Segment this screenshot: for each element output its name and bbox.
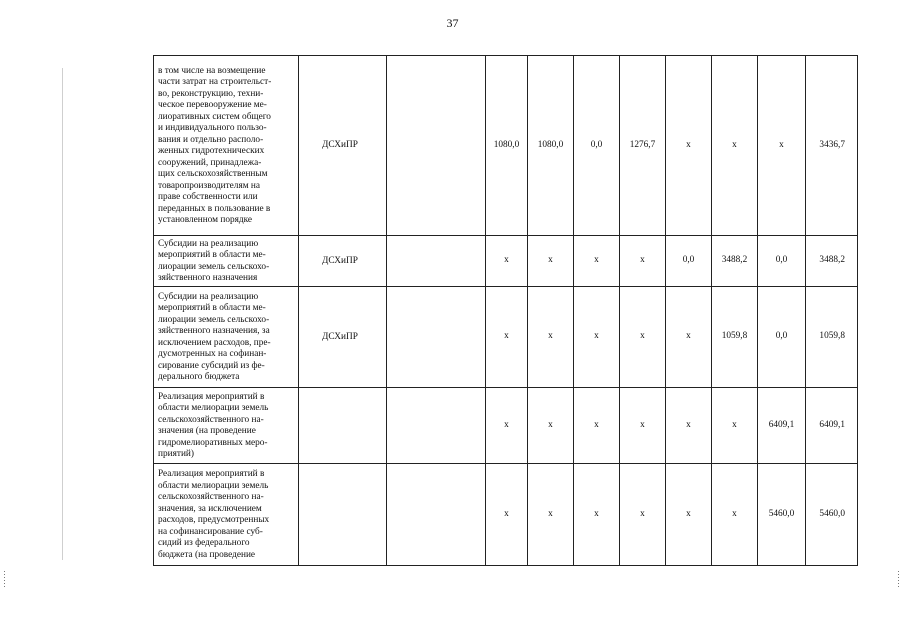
row-total: 5460,0 bbox=[806, 464, 858, 566]
row-value: x bbox=[666, 56, 712, 236]
row-description: Реализация мероприятий в области мелиорации земель сельскохозяйственного на- значения, за исключением расходов, предусмотренных на софинансирование суб- сидий из федерального бюджета (на проведение bbox=[154, 464, 299, 566]
row-code bbox=[387, 236, 486, 287]
row-value: x bbox=[712, 56, 758, 236]
row-value: x bbox=[486, 287, 528, 388]
row-value: x bbox=[486, 236, 528, 287]
table-row bbox=[154, 56, 858, 236]
row-value: x bbox=[528, 388, 574, 464]
row-total: 6409,1 bbox=[806, 388, 858, 464]
row-value: 0,0 bbox=[666, 236, 712, 287]
row-description: в том числе на возмещение части затрат на строительст- во, реконструкцию, техни- ческое перевооружение ме- лиоративных систем общего и индивидуального пользо- вания и отдельно располо- женных гидротехнических сооружений, принадлежа- щих сельскохозяйственным товаропроизводителям на праве собственности или переданных в пользование в установленном порядке bbox=[154, 56, 299, 236]
row-value: 1080,0 bbox=[486, 56, 528, 236]
row-executor: ДСХиПР bbox=[299, 56, 387, 236]
row-value: x bbox=[666, 287, 712, 388]
row-value: 1276,7 bbox=[620, 56, 666, 236]
row-value: 1080,0 bbox=[528, 56, 574, 236]
margin-line bbox=[62, 68, 63, 560]
row-value: x bbox=[620, 287, 666, 388]
row-code bbox=[387, 56, 486, 236]
row-value: x bbox=[528, 464, 574, 566]
table-row bbox=[154, 287, 858, 388]
row-code bbox=[387, 388, 486, 464]
row-executor: ДСХиПР bbox=[299, 236, 387, 287]
row-value: x bbox=[486, 388, 528, 464]
row-value: x bbox=[528, 236, 574, 287]
row-value: 0,0 bbox=[574, 56, 620, 236]
row-value: 0,0 bbox=[758, 287, 806, 388]
row-description: Реализация мероприятий в области мелиорации земель сельскохозяйственного на- значения (на проведение гидромелиоративных меро- приятий) bbox=[154, 388, 299, 464]
row-total: 3488,2 bbox=[806, 236, 858, 287]
row-executor: ДСХиПР bbox=[299, 287, 387, 388]
row-value: x bbox=[712, 388, 758, 464]
row-total: 3436,7 bbox=[806, 56, 858, 236]
row-value: 5460,0 bbox=[758, 464, 806, 566]
row-value: x bbox=[574, 388, 620, 464]
row-value: x bbox=[574, 287, 620, 388]
page-number: 37 bbox=[446, 16, 459, 30]
budget-table bbox=[153, 55, 858, 566]
row-value: x bbox=[712, 464, 758, 566]
row-value: 6409,1 bbox=[758, 388, 806, 464]
row-value: 1059,8 bbox=[712, 287, 758, 388]
row-value: x bbox=[758, 56, 806, 236]
row-executor bbox=[299, 388, 387, 464]
fold-marks-right bbox=[898, 571, 900, 589]
fold-marks-left bbox=[4, 571, 6, 589]
row-description: Субсидии на реализацию мероприятий в области ме- лиорации земель сельскохо- зяйственного назначения, за исключением расходов, пре- дусмотренных на софинан- сирование субсидий из фе- дерального бюджета bbox=[154, 287, 299, 388]
row-total: 1059,8 bbox=[806, 287, 858, 388]
row-executor bbox=[299, 464, 387, 566]
row-value: x bbox=[528, 287, 574, 388]
table-row bbox=[154, 464, 858, 566]
row-value: x bbox=[666, 464, 712, 566]
row-value: x bbox=[574, 464, 620, 566]
row-value: x bbox=[574, 236, 620, 287]
table-row bbox=[154, 236, 858, 287]
row-code bbox=[387, 464, 486, 566]
row-value: x bbox=[486, 464, 528, 566]
row-value: x bbox=[620, 464, 666, 566]
row-value: 0,0 bbox=[758, 236, 806, 287]
row-code bbox=[387, 287, 486, 388]
row-value: x bbox=[620, 388, 666, 464]
row-value: 3488,2 bbox=[712, 236, 758, 287]
row-value: x bbox=[620, 236, 666, 287]
row-value: x bbox=[666, 388, 712, 464]
row-description: Субсидии на реализацию мероприятий в области ме- лиорации земель сельскохо- зяйственного назначения bbox=[154, 236, 299, 287]
table-row bbox=[154, 388, 858, 464]
